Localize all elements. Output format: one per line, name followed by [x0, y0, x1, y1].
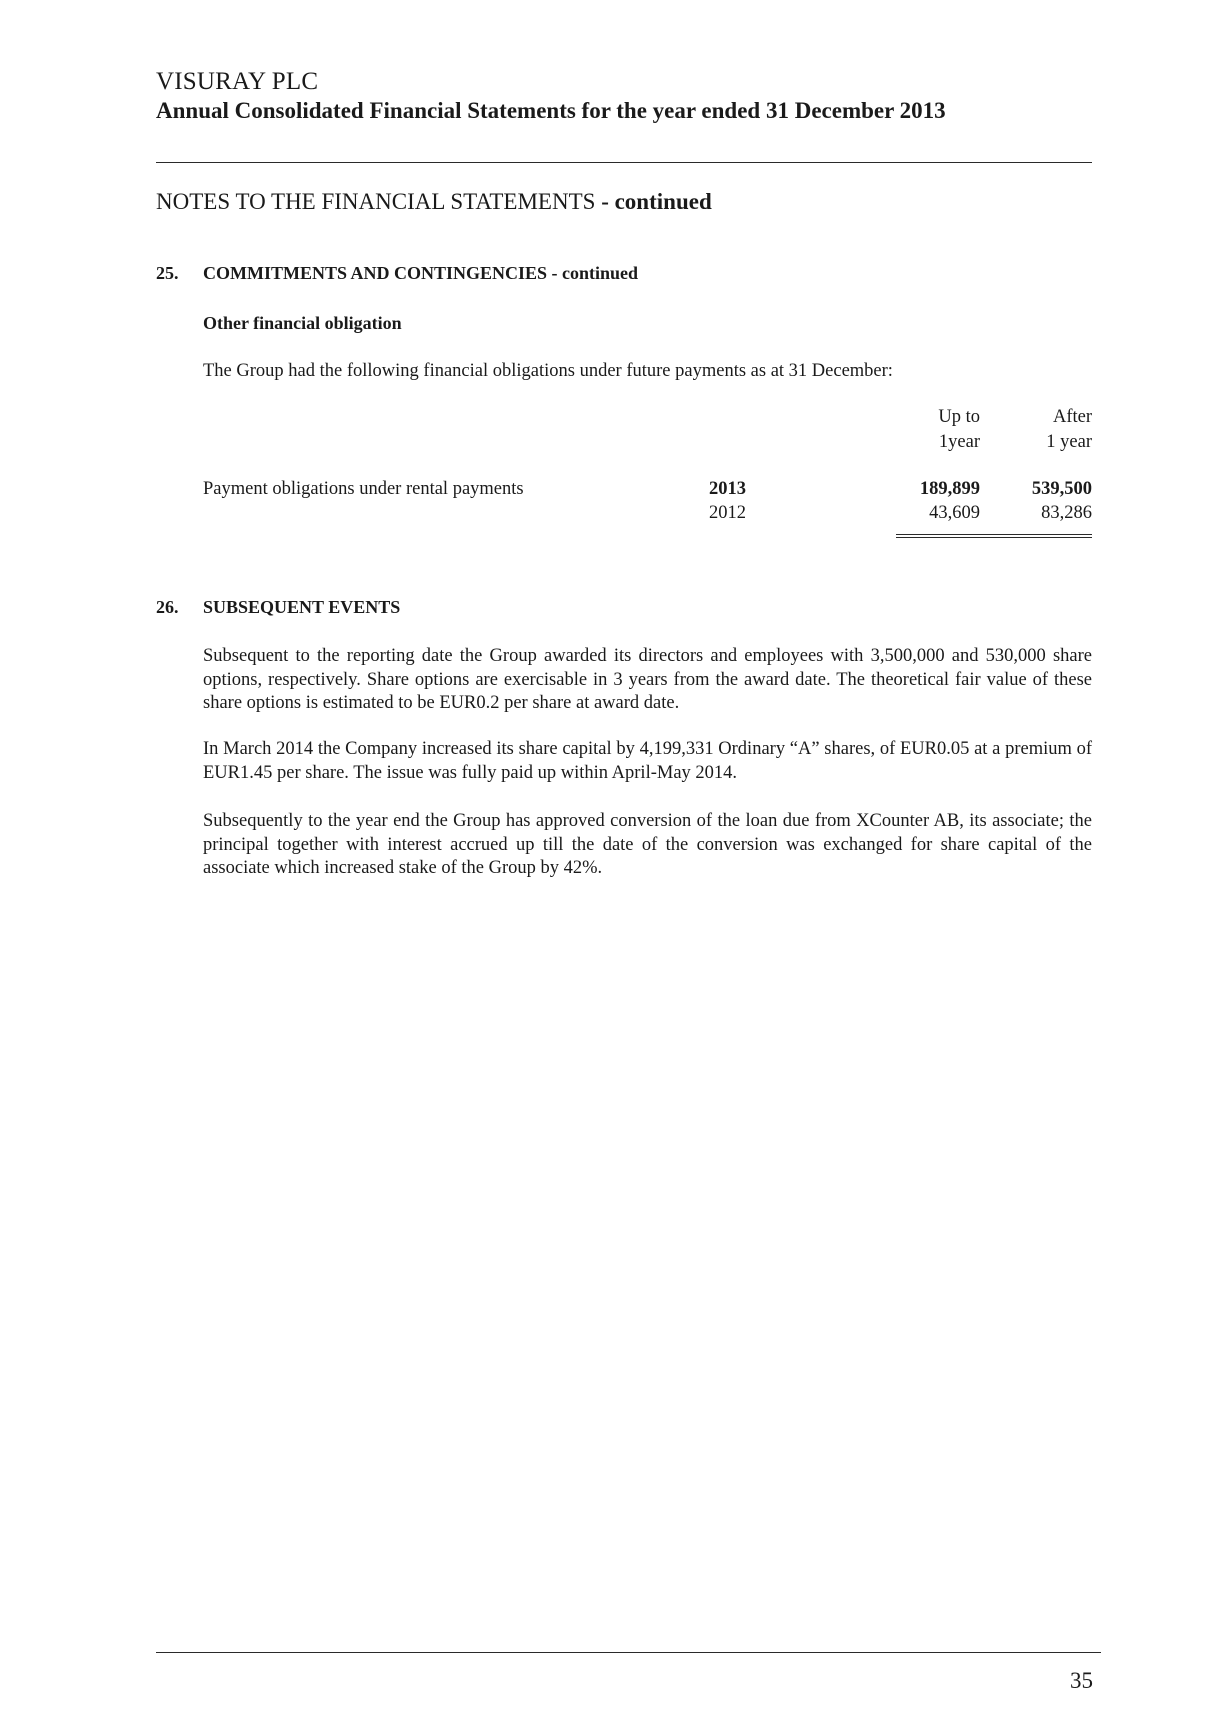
table-cell-2013-after-1-year: 539,500	[1031, 479, 1092, 499]
column-header-up-to-1-year	[880, 405, 980, 455]
column-header-up-to-line2: 1year	[938, 432, 980, 452]
notes-heading-suffix: - continued	[595, 189, 712, 214]
table-cell-2012-after-1-year: 83,286	[1041, 503, 1092, 523]
column-header-after-line2: 1 year	[1046, 432, 1092, 452]
document-subtitle: Annual Consolidated Financial Statements for the year ended 31 December 2013	[156, 98, 946, 123]
table-cell-2013-up-to-1-year: 189,899	[919, 479, 980, 499]
table-row-year-2013: 2013	[709, 479, 746, 499]
notes-heading	[156, 189, 712, 215]
section-25-subheading: Other financial obligation	[203, 313, 402, 333]
section-25-title-suffix: - continued	[547, 263, 639, 283]
section-25-title	[203, 263, 638, 284]
column-header-after-line1: After	[1052, 407, 1092, 427]
section-26-paragraph-2: In March 2014 the Company increased its share capital by 4,199,331 Ordinary “A” shares, of EUR0.05 at a premium of EUR1.45 per share. The issue was fully paid up within April-May 2014.	[203, 739, 1092, 783]
section-25-number: 25.	[156, 263, 179, 283]
section-25-intro: The Group had the following financial obligations under future payments as at 31 December:	[203, 361, 893, 381]
header-divider	[156, 162, 1092, 163]
page-number: 35	[1070, 1668, 1093, 1693]
section-26-paragraph-1: Subsequent to the reporting date the Group awarded its directors and employees with 3,500,000 and 530,000 share options, respectively. Share options are exercisable in 3 years from the award date. The theoretical fair value of these share options is estimated to be EUR0.2 per share at award date.	[203, 646, 1092, 713]
section-25-title-text: COMMITMENTS AND CONTINGENCIES	[203, 263, 548, 283]
column-header-up-to-line1: Up to	[938, 407, 980, 427]
table-row-year-2012: 2012	[709, 503, 746, 523]
section-26-title: SUBSEQUENT EVENTS	[203, 597, 401, 617]
table-row-label: Payment obligations under rental payments	[203, 479, 524, 499]
section-26-paragraph-3: Subsequently to the year end the Group has approved conversion of the loan due from XCounter AB, its associate; the principal together with interest accrued up till the date of the conversion was exchanged for share capital of the associate which increased stake of the Group by 42%.	[203, 811, 1092, 878]
notes-heading-title: NOTES TO THE FINANCIAL STATEMENTS	[156, 189, 596, 214]
section-26-number: 26.	[156, 597, 179, 617]
table-total-double-rule	[896, 534, 1092, 538]
table-cell-2012-up-to-1-year: 43,609	[929, 503, 980, 523]
footer-divider	[156, 1652, 1101, 1653]
company-name: VISURAY PLC	[156, 68, 319, 95]
column-header-after-1-year	[992, 405, 1092, 455]
